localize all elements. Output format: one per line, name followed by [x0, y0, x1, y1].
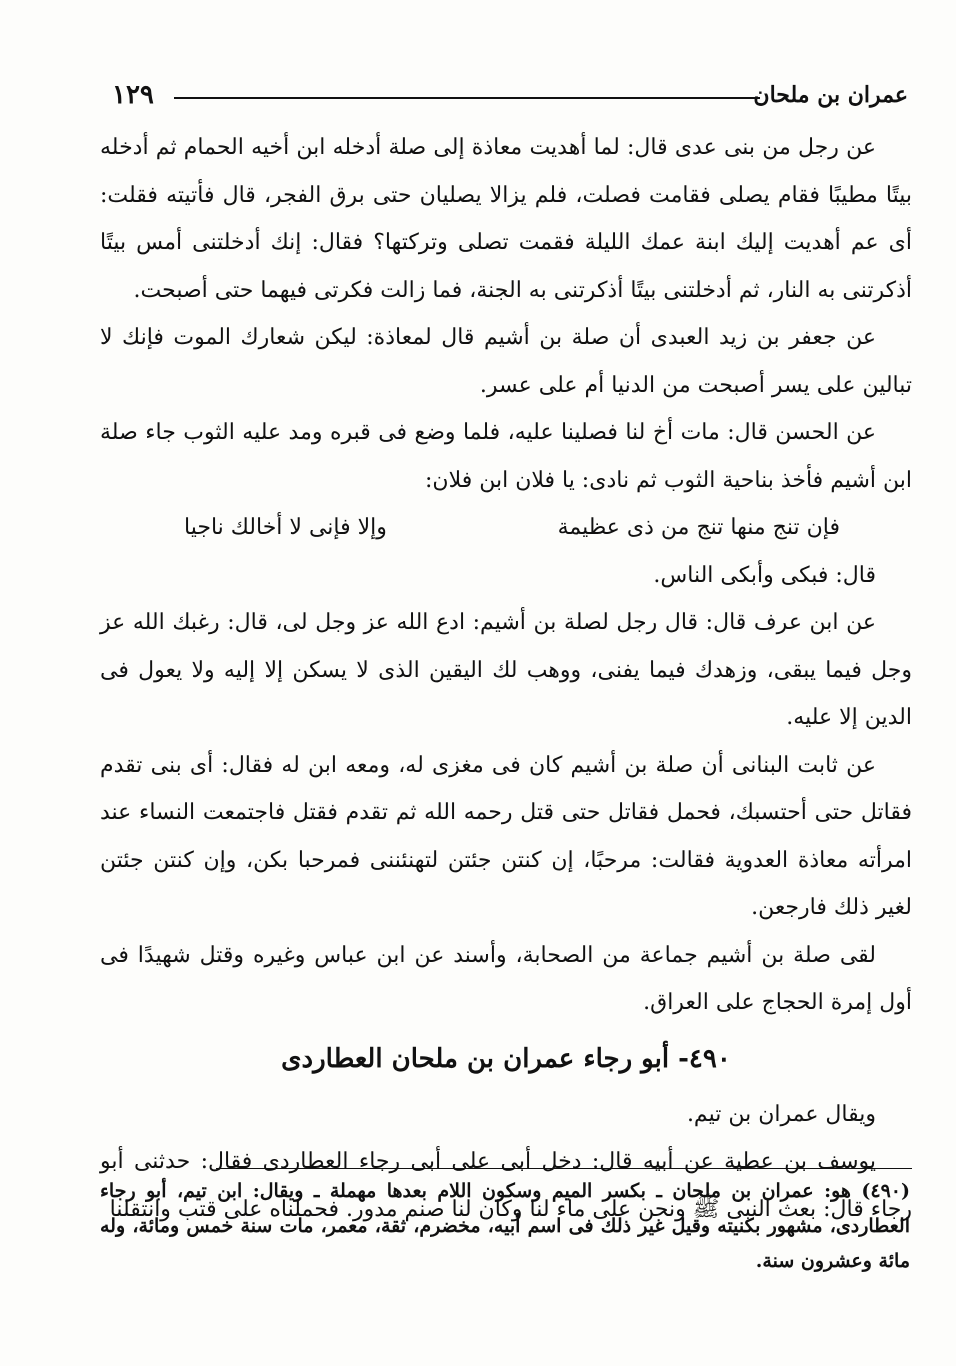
header-rule [174, 97, 760, 99]
verse-second-hemistich: وإلا فإنى لا أخالك ناجيا [184, 515, 387, 540]
page-header [108, 82, 908, 112]
paragraph-6: عن ثابت البنانى أن صلة بن أشيم كان فى مغزى له، ومعه ابن له فقال: أى بنى تقدم فقاتل حتى أحتسبك، فحمل فقاتل حتى قتل رحمه الله ثم تقدم فقتل فاجتمعت النساء عند امرأته معاذة العدوية فقالت: مرحبًا، إن كنتن جئتن لتهنئننى فمرحبا بكن، وإن كنتن جئتن لغير ذلك فارجعن. [100, 752, 912, 920]
paragraph-5: عن ابن عرف قال: قال رجل لصلة بن أشيم: ادع الله عز وجل لى، قال: رغبك الله عز وجل فيما يبقى، وزهدك فيما يفنى، ووهب لك اليقين الذى لا يسكن إلا إليه ولا يعول فى الدين إلا عليه. [100, 610, 912, 730]
page-number: ١٢٩ [112, 80, 154, 110]
paragraph-8: ويقال عمران بن تيم. [686, 1101, 876, 1127]
footnote [100, 1174, 910, 1279]
footnote-rule [216, 1168, 912, 1169]
paragraph-9: يوسف بن عطية عن أبيه قال: دخل أبى على أبى رجاء العطاردى فقال: حدثنى أبو رجاء قال: بعث النبى ﷺ ونحن على ماء لنا وكان لنا صنم مدور. فحملناه على قتب وانتقلنا [100, 1149, 912, 1222]
running-title: عمران بن ملحان [753, 82, 908, 108]
main-text [100, 124, 912, 1233]
paragraph-2: عن جعفر بن زيد العبدى أن صلة بن أشيم قال لمعاذة: ليكن شعارك الموت فإنك لا تبالين على يسر أصبحت من الدنيا أم على عسر. [100, 325, 912, 398]
paragraph-7: لقى صلة بن أشيم جماعة من الصحابة، وأسند عن ابن عباس وغيره وقتل شهيدًا فى أول إمرة الحجاج على العراق. [100, 942, 912, 1015]
footnote-text: (٤٩٠) هو: عمران بن ملحان ـ بكسر الميم وسكون اللام بعدها مهملة ـ ويقال: ابن تيم، أبو رجاء العطاردى، مشهور بكنيته وقيل غير ذلك فى اسم أبيه، مخضرم، ثقة، معمر، مات سنة خمس ومائة، وله مائة وعشرون سنة. [100, 1180, 910, 1272]
verse-first-hemistich: فإن تنج منها تنج من ذى عظيمة [557, 515, 840, 540]
entry-heading: ٤٩٠- أبو رجاء عمران بن ملحان العطاردى [281, 1043, 731, 1074]
paragraph-1: عن رجل من بنى عدى قال: لما أهديت معاذة إلى صلة أدخله ابن أخيه الحمام ثم أدخله بيتًا مطيبًا فقام يصلى فقامت فصلت، فلم يزالا يصليان حتى برق الفجر، قال فأتيته فقلت: أى عم أهديت إليك ابنة عمك الليلة فقمت تصلى وتركتها؟ فقال: إنك أدخلتنى أمس بيتًا أذكرتنى به النار، ثم أدخلتنى بيتًا أذكرتنى به الجنة، فما زالت فكرتى فيهما حتى أصبحت. [100, 135, 913, 303]
paragraph-4: قال: فبكى وأبكى الناس. [653, 562, 876, 588]
paragraph-3: عن الحسن قال: مات أخ لنا فصلينا عليه، فلما وضع فى قبره ومد عليه الثوب جاء صلة ابن أشيم فأخذ بناحية الثوب ثم نادى: يا فلان ابن فلان: [100, 420, 912, 493]
poetry-verse [100, 504, 912, 552]
